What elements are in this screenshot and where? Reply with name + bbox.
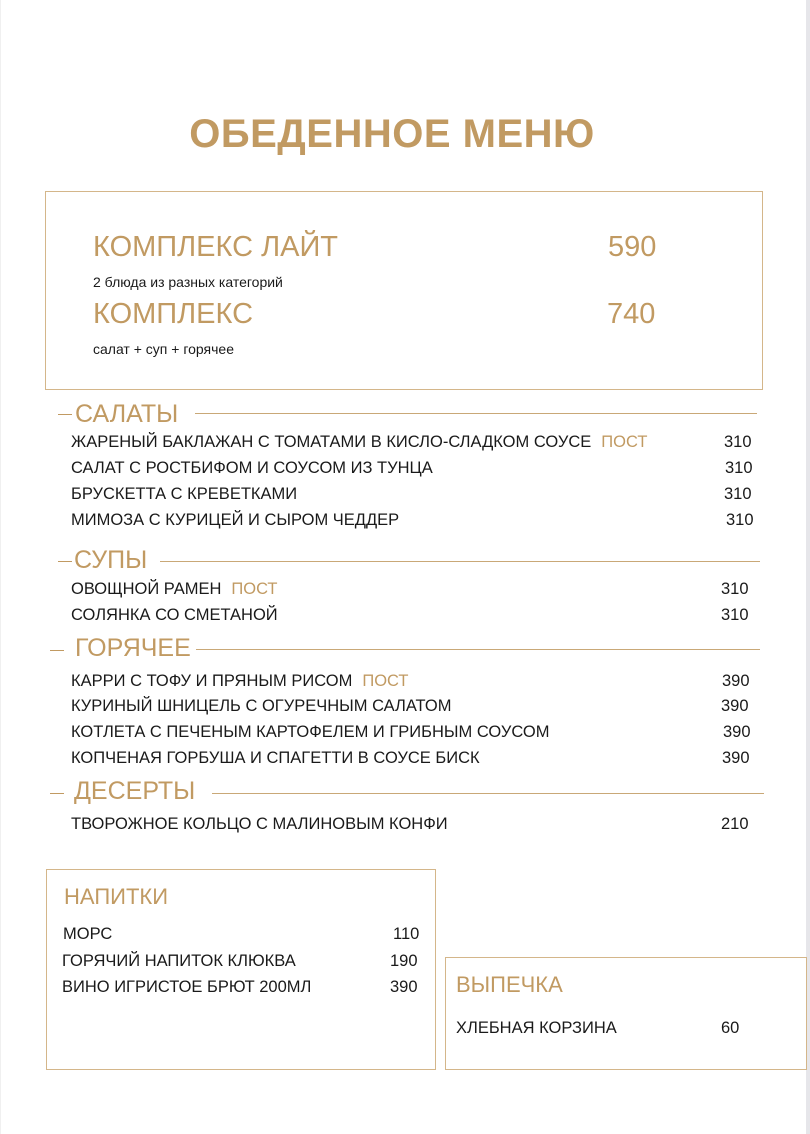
menu-item: ТВОРОЖНОЕ КОЛЬЦО С МАЛИНОВЫМ КОНФИ	[71, 815, 448, 833]
item-price: 310	[725, 459, 753, 477]
section-dash	[50, 793, 64, 794]
drinks-title: НАПИТКИ	[64, 884, 169, 909]
menu-item: СОЛЯНКА СО СМЕТАНОЙ	[71, 606, 278, 624]
item-price: 390	[722, 672, 750, 690]
drink-price: 390	[390, 978, 418, 996]
menu-item: КУРИНЫЙ ШНИЦЕЛЬ С ОГУРЕЧНЫМ САЛАТОМ	[71, 697, 452, 715]
item-price: 390	[723, 723, 751, 741]
section-dash	[58, 414, 72, 415]
combo-desc: 2 блюда из разных категорий	[93, 274, 283, 290]
item-price: 210	[721, 815, 749, 833]
section-header-desserts	[0, 777, 810, 807]
section-header-soups	[0, 546, 810, 576]
lent-tag: ПОСТ	[362, 672, 409, 690]
section-rule	[212, 793, 764, 794]
item-price: 310	[726, 511, 754, 529]
menu-item: МИМОЗА С КУРИЦЕЙ И СЫРОМ ЧЕДДЕР	[71, 511, 400, 529]
bakery-title: ВЫПЕЧКА	[456, 972, 563, 997]
section-rule	[160, 561, 760, 562]
item-price: 390	[721, 697, 749, 715]
drink-item: ГОРЯЧИЙ НАПИТОК КЛЮКВА	[62, 952, 296, 970]
lent-tag: ПОСТ	[231, 580, 278, 598]
item-price: 310	[721, 606, 749, 624]
combo-box	[45, 191, 763, 390]
drink-price: 190	[390, 952, 418, 970]
section-header-salads	[0, 400, 810, 430]
drink-item: ВИНО ИГРИСТОЕ БРЮТ 200МЛ	[62, 978, 312, 996]
menu-item	[71, 672, 408, 691]
menu-item: БРУСКЕТТА С КРЕВЕТКАМИ	[71, 485, 298, 503]
menu-item: САЛАТ С РОСТБИФОМ И СОУСОМ ИЗ ТУНЦА	[71, 459, 433, 477]
lent-tag: ПОСТ	[601, 433, 648, 451]
item-price: 310	[724, 485, 752, 503]
section-rule	[195, 413, 757, 414]
section-title: ДЕСЕРТЫ	[74, 777, 196, 805]
section-dash	[50, 650, 64, 651]
item-price: 390	[722, 749, 750, 767]
item-name: ОВОЩНОЙ РАМЕН	[71, 580, 222, 598]
bakery-item: ХЛЕБНАЯ КОРЗИНА	[456, 1019, 617, 1037]
item-name: ЖАРЕНЫЙ БАКЛАЖАН С ТОМАТАМИ В КИСЛО-СЛАДКОМ СОУСЕ	[71, 433, 592, 451]
item-price: 310	[721, 580, 749, 598]
section-title: САЛАТЫ	[75, 400, 179, 428]
bakery-price: 60	[721, 1019, 740, 1037]
drink-price: 110	[393, 925, 420, 943]
menu-item: КОТЛЕТА С ПЕЧЕНЫМ КАРТОФЕЛЕМ И ГРИБНЫМ СОУСОМ	[71, 723, 550, 741]
combo-price: 740	[607, 298, 656, 330]
drink-item: МОРС	[63, 925, 113, 943]
section-header-hot	[0, 634, 810, 664]
combo-name: КОМПЛЕКС	[93, 298, 254, 330]
item-price: 310	[724, 433, 752, 451]
section-dash	[58, 561, 72, 562]
menu-title: ОБЕДЕННОЕ МЕНЮ	[189, 112, 595, 156]
combo-name: КОМПЛЕКС ЛАЙТ	[93, 231, 338, 263]
menu-item: КОПЧЕНАЯ ГОРБУША И СПАГЕТТИ В СОУСЕ БИСК	[71, 749, 480, 767]
item-name: КАРРИ С ТОФУ И ПРЯНЫМ РИСОМ	[71, 672, 353, 690]
section-rule	[196, 649, 760, 650]
combo-price: 590	[608, 231, 657, 263]
menu-item	[71, 433, 647, 452]
menu-item	[71, 580, 278, 599]
combo-desc: салат + суп + горячее	[93, 341, 234, 357]
section-title: ГОРЯЧЕЕ	[75, 634, 191, 662]
section-title: СУПЫ	[74, 546, 148, 574]
